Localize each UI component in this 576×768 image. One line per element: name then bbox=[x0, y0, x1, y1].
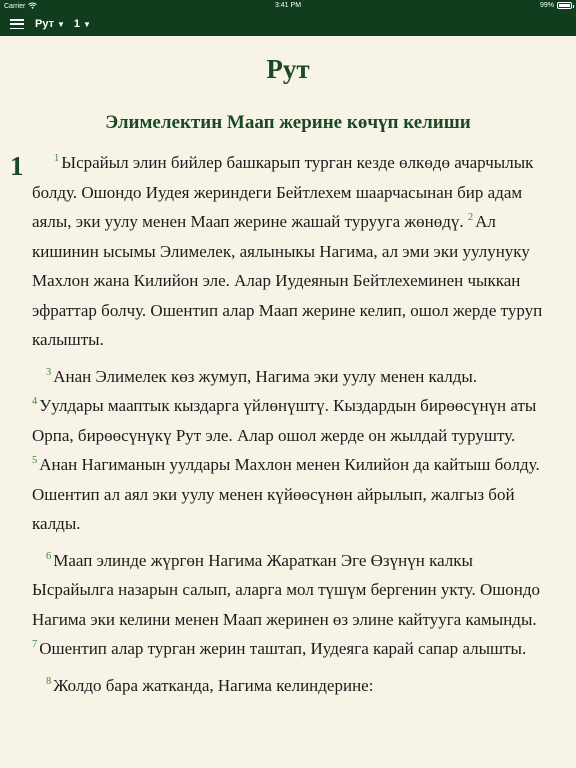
verse-number[interactable]: 1 bbox=[54, 153, 60, 165]
verse-number[interactable]: 2 bbox=[467, 212, 474, 224]
verse-number[interactable]: 3 bbox=[46, 366, 52, 378]
chapter-text bbox=[10, 148, 547, 707]
status-right bbox=[540, 2, 572, 9]
navigation-bar bbox=[0, 12, 576, 36]
status-bar bbox=[0, 0, 576, 12]
section-heading: Элимелектин Маап жерине көчүп келиши bbox=[105, 112, 471, 133]
carrier-label: Carrier bbox=[4, 3, 26, 10]
verse-number[interactable]: 6 bbox=[46, 550, 52, 562]
paragraph bbox=[32, 546, 547, 664]
paragraph bbox=[10, 148, 547, 355]
chapter-selector-label: 1 bbox=[73, 18, 81, 30]
book-selector[interactable] bbox=[35, 18, 65, 30]
book-title: Рут bbox=[266, 54, 310, 84]
verse-text[interactable]: Маап элинде жүргөн Нагима Жараткан Эге Өзүнүн калкы Ысрайылга назарын салып, аларга мол түшүм бергенин укту. Ошондо Нагима эки келини менен Маап жеринен өз элине кайтууга камынды. bbox=[32, 550, 541, 629]
chapter-selector[interactable] bbox=[74, 18, 91, 30]
verse-text[interactable]: Анан Нагиманын уулдары Махлон менен Килийон да кайтыш болду. Ошентип ал аял эки уулу менен күйөөсүнөн айрылып, жалгыз бой калды. bbox=[32, 455, 540, 533]
hamburger-menu-icon[interactable] bbox=[10, 19, 24, 29]
reading-pane[interactable] bbox=[0, 36, 576, 768]
caret-down-icon: ▼ bbox=[83, 19, 91, 29]
book-selector-label: Рут bbox=[35, 18, 54, 30]
verse-text[interactable]: Жолдо бара жатканда, Нагима келиндерине: bbox=[53, 675, 374, 695]
verse-text[interactable]: Анан Элимелек көз жумуп, Нагима эки уулу менен калды. bbox=[53, 366, 478, 386]
chapter-number: 1 bbox=[10, 151, 24, 181]
battery-icon bbox=[557, 2, 572, 9]
verse-number[interactable]: 4 bbox=[32, 396, 38, 408]
caret-down-icon: ▼ bbox=[56, 19, 65, 29]
paragraph bbox=[32, 671, 547, 701]
battery-percent: 99% bbox=[539, 2, 554, 9]
paragraph bbox=[32, 362, 547, 539]
verse-text[interactable]: Ошентип алар турган жерин таштап, Иудеяга карай сапар алышты. bbox=[39, 639, 527, 658]
status-time: 3:41 PM bbox=[274, 2, 302, 9]
verse-number[interactable]: 7 bbox=[32, 639, 38, 651]
verse-number[interactable]: 5 bbox=[32, 455, 38, 467]
verse-number[interactable]: 8 bbox=[46, 675, 52, 687]
verse-text[interactable]: Ысрайыл элин бийлер башкарып турган кезде өлкөдө ачарчылык болду. Ошондо Иудея жериндеги Бейтлехем шаарчасынан бир адам аялы, эки уулу менен Маап жерине жашай турууга жөнөдү. bbox=[32, 153, 534, 231]
verse-text[interactable]: Ал кишинин ысымы Элимелек, аялыныкы Нагима, ал эми эки уулунуку Махлон жана Килийон эле. Алар Иудеянын Бейтлехеминен чыккан эфраттар болчу. Ошентип алар Маап жерине келип, ошол жерде туруп калышты. bbox=[32, 212, 543, 349]
verse-text[interactable]: Уулдары мааптык кыздарга үйлөнүштү. Кыздардын бирөөсүнүн аты Орпа, бирөөсүнүкү Рут эле. Алар ошол жерде он жылдай турушту. bbox=[32, 396, 537, 445]
